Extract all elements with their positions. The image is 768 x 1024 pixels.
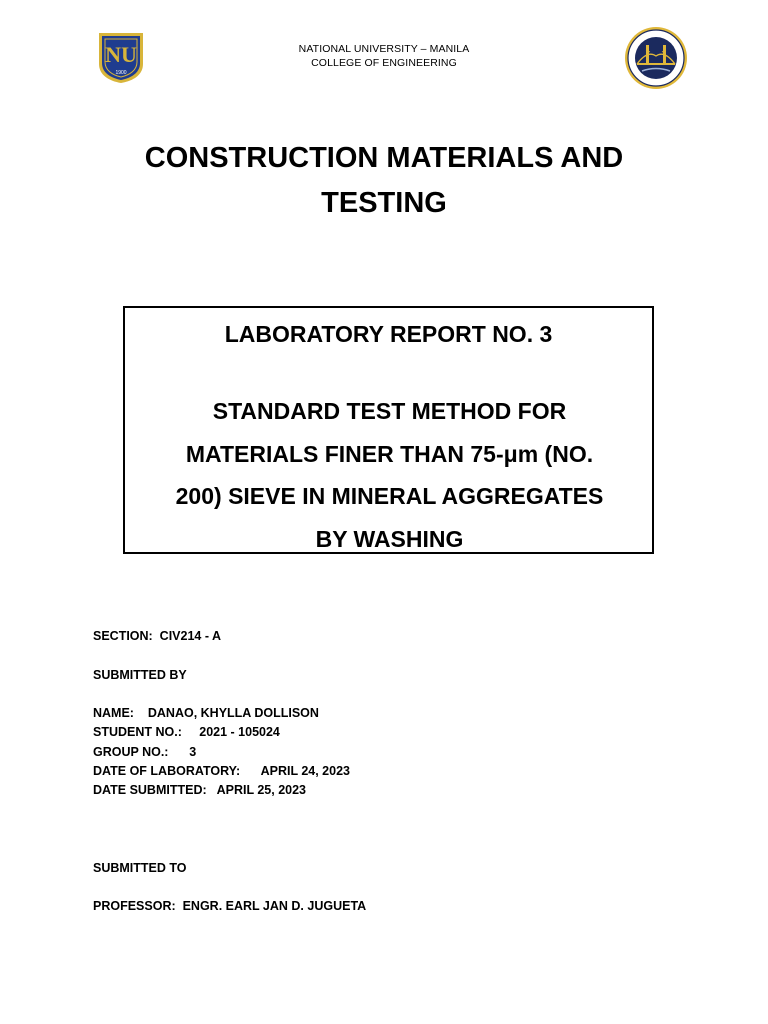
student-number: STUDENT NO.: 2021 - 105024 bbox=[93, 725, 280, 739]
test-method-title bbox=[135, 390, 644, 560]
college-name: COLLEGE OF ENGINEERING bbox=[311, 56, 457, 69]
institution-header bbox=[200, 43, 568, 70]
student-name: NAME: DANAO, KHYLLA DOLLISON bbox=[93, 706, 319, 720]
submitted-to-heading: SUBMITTED TO bbox=[93, 861, 187, 875]
test-method-line-2: MATERIALS FINER THAN 75-μm (NO. bbox=[185, 440, 594, 467]
report-title-box bbox=[123, 306, 654, 554]
course-title-line-2: TESTING bbox=[321, 187, 447, 219]
course-title-line-1: CONSTRUCTION MATERIALS AND bbox=[144, 142, 624, 174]
submission-date: DATE SUBMITTED: APRIL 25, 2023 bbox=[93, 783, 307, 797]
section-line: SECTION: CIV214 - A bbox=[93, 629, 222, 643]
test-method-line-1: STANDARD TEST METHOD FOR bbox=[212, 398, 567, 424]
course-title bbox=[60, 136, 708, 226]
submitted-by-heading: SUBMITTED BY bbox=[93, 668, 187, 682]
laboratory-date: DATE OF LABORATORY: APRIL 24, 2023 bbox=[93, 764, 350, 778]
group-number: GROUP NO.: 3 bbox=[93, 745, 197, 759]
university-name: NATIONAL UNIVERSITY – MANILA bbox=[298, 43, 470, 55]
nu-shield-logo-icon bbox=[95, 30, 147, 84]
test-method-line-3: 200) SIEVE IN MINERAL AGGREGATES bbox=[175, 483, 604, 509]
professor-name: PROFESSOR: ENGR. EARL JAN D. JUGUETA bbox=[93, 899, 367, 913]
logo-year: 1900 bbox=[115, 70, 127, 76]
report-number: LABORATORY REPORT NO. 3 bbox=[224, 321, 553, 347]
engineering-seal-icon bbox=[624, 26, 688, 90]
test-method-line-4: BY WASHING bbox=[315, 525, 464, 552]
svg-text:NU: NU bbox=[105, 42, 137, 67]
